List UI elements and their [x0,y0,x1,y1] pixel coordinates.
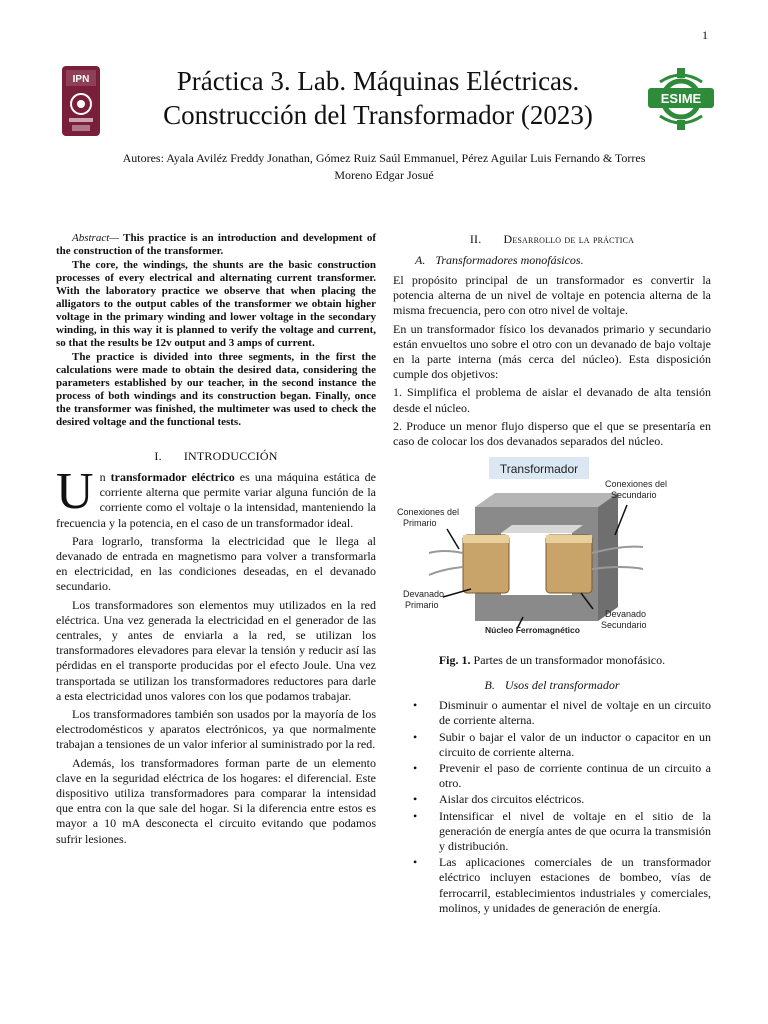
label-core: Núcleo Ferromagnético [485,625,580,636]
abstract-label: Abstract— [72,232,120,244]
transformer-diagram [393,457,711,647]
list-item [393,730,711,760]
list-item [393,792,711,807]
intro-heading-text: INTRODUCCIÓN [183,449,278,463]
subsection-b-heading [393,678,711,693]
title-line-1: Práctica 3. Lab. Máquinas Eléctricas. [176,66,580,96]
bullet-text-6: Las aplicaciones comerciales de un transformador eléctrico incluyen estaciones de bombeo, vías de ferrocarril, establecimientos industriales y comerciales, molinos, y unidades de generación de energía. [439,855,711,915]
list-item [393,809,711,855]
section2-paragraph-3: 1. Simplifica el problema de aislar el devanado de alta tensión desde el núcleo. [393,385,711,415]
authors-line-1: Autores: Ayala Aviléz Freddy Jonathan, Gómez Ruiz Saúl Emmanuel, Pérez Aguilar Luis Fernando & Torres [122,151,646,165]
intro-body [56,463,376,847]
paper-title [126,64,630,132]
label-secondary-winding-2: Secundario [601,620,647,631]
subsection-b-label: B. [484,678,495,693]
secondary-winding-icon [546,535,592,593]
bullet-icon: • [413,761,418,776]
intro-paragraph-1 [56,463,376,531]
transformer-figure [393,457,711,647]
section2-paragraph-4: 2. Produce un menor flujo disperso que el que se presentaría en caso de colocar los dos devanados separados del núcleo. [393,418,711,449]
abstract-paragraph-1 [56,232,376,258]
figure-caption [393,653,711,668]
intro-paragraph-5: Además, los transformadores forman parte de un elemento clave en la seguridad eléctrica de los hogares: el diferencial. Este dispositivo utiliza transformadores para comparar la intensidad que entra con la que sale del hogar. Si la diferencia entre estos es mayor a 10 mA desconecta el circuito evitando que podamos sufrir lesiones. [56,755,376,846]
subsection-a-label: A. [415,253,426,267]
drop-cap: U [56,463,94,520]
figure-title: Transformador [499,462,579,477]
abstract [56,232,376,429]
bullet-text-1: Disminuir o aumentar el nivel de voltaje en un circuito de corriente alterna. [439,698,711,728]
intro-paragraph-4: Los transformadores también son usados por la mayoría de los electrodomésticos y aparatos electrónicos, ya que normalmente trabajan a tensiones de un valor inferior al suministrado por la red. [56,707,376,752]
list-item [393,855,711,916]
svg-text:ESIME: ESIME [660,91,702,106]
figure-caption-text: Partes de un transformador monofásico. [470,653,666,668]
section2-body [393,273,711,449]
intro-p1-rest: es una máquina estática de corriente alterna que permite variar alguna función de la corriente como el voltaje o la intensidad, manteniendo la frecuencia y la potencia, en el caso de un transformador ideal. [56,470,376,530]
list-item [393,761,711,791]
intro-heading-number: I. [154,449,162,463]
intro-p1-pre: n [99,470,111,484]
page-number: 1 [702,28,708,42]
ipn-logo-icon [60,64,102,138]
label-primary-winding-1: Devanado [403,589,445,600]
section2-paragraph-1: El propósito principal de un transformador es convertir la potencia alterna de un nivel de voltaje en potencia alterna de la misma frecuencia, pero con otro nivel de voltaje. [393,273,711,318]
esime-logo-icon [646,66,716,132]
abstract-paragraph-3: The practice is divided into three segments, in the first the calculations were made to obtain the desired data, considering the parameters established by our teacher, in the second instance the process of both windings and its construction began. Finally, once the transformer was finished, the multimeter was used to check the desired voltage and the functional tests. [56,351,376,428]
svg-text:IPN: IPN [72,74,90,85]
left-column [56,232,376,850]
bullet-text-3: Prevenir el paso de corriente continua de un circuito a otro. [439,761,711,791]
label-primary-winding-2: Primario [405,600,439,611]
label-primary-connections-1: Conexiones del [397,507,460,518]
authors [70,150,698,184]
subsection-a-title: Transformadores monofásicos. [435,253,584,267]
figure-caption-label: Fig. 1. [438,653,471,668]
bullet-text-4: Aislar dos circuitos eléctricos. [439,792,585,807]
intro-paragraph-3: Los transformadores son elementos muy utilizados en la red eléctrica. Una vez generada la electricidad en el generador de las centrales, y antes de enviarla a la red, se utilizan los transformadores elevadores para elevar la tensión y reducir así las pérdidas en el transporte producidas por el efecto Joule. Una vez transportada se utilizan los transformadores reductores para darle a esta electricidad unos valores con los que podamos trabajar. [56,597,376,703]
bullet-icon: • [413,808,418,823]
abstract-p1-text: This practice is an introduction and development of the construction of the transformer. [56,232,376,257]
authors-line-2: Moreno Edgar Josué [334,168,434,182]
intro-p1-bold: transformador eléctrico [110,470,235,484]
label-secondary-connections-2: Secundario [611,490,657,501]
primary-winding-icon [463,535,509,593]
section2-paragraph-2: En un transformador físico los devanados primario y secundario están envueltos uno sobre el otro con un devanado de bajo voltaje en la parte interna (más cerca del núcleo). Esta disposición cumple dos objetivos: [393,321,711,382]
label-secondary-connections-1: Conexiones del [605,479,668,490]
uses-bullet-list [393,698,711,916]
list-item [393,698,711,728]
label-secondary-winding-1: Devanado [605,609,647,620]
section2-heading-number: II. [469,232,482,246]
bullet-text-2: Subir o bajar el valor de un inductor o capacitor en un circuito de corriente alterna. [439,729,711,759]
section2-heading-text: Desarrollo de la práctica [503,232,635,246]
intro-heading [56,449,376,464]
intro-paragraph-2: Para lograrlo, transforma la electricidad que le llega al devanado de entrada en magnetismo para volver a transformarla en electricidad, en las condiciones deseadas, en el devanado secundario. [56,533,376,594]
bullet-text-5: Intensificar el nivel de voltaje en el sitio de la generación de energía antes de que ocurra la transmisión y distribución. [439,808,711,854]
abstract-paragraph-2: The core, the windings, the shunts are the basic construction processes of every electrical and alternating current transformer. With the laboratory practice we observe that when placing the alligators to the output cables of the transformer we obtain higher voltage in the primary winding and lower voltage in the secondary winding, in this way it is planned to verify the voltage and current, so that the results be 12v output and 3 amps of current. [56,259,376,349]
bullet-icon: • [413,855,418,870]
section2-heading [393,232,711,247]
title-line-2: Construcción del Transformador (2023) [163,100,593,130]
subsection-a-heading [415,253,711,268]
bullet-icon: • [413,698,418,713]
right-column [393,232,711,917]
bullet-icon: • [413,792,418,807]
paper-header [56,64,716,144]
bullet-icon: • [413,729,418,744]
label-primary-connections-2: Primario [403,518,437,529]
subsection-b-title: Usos del transformador [504,678,620,693]
